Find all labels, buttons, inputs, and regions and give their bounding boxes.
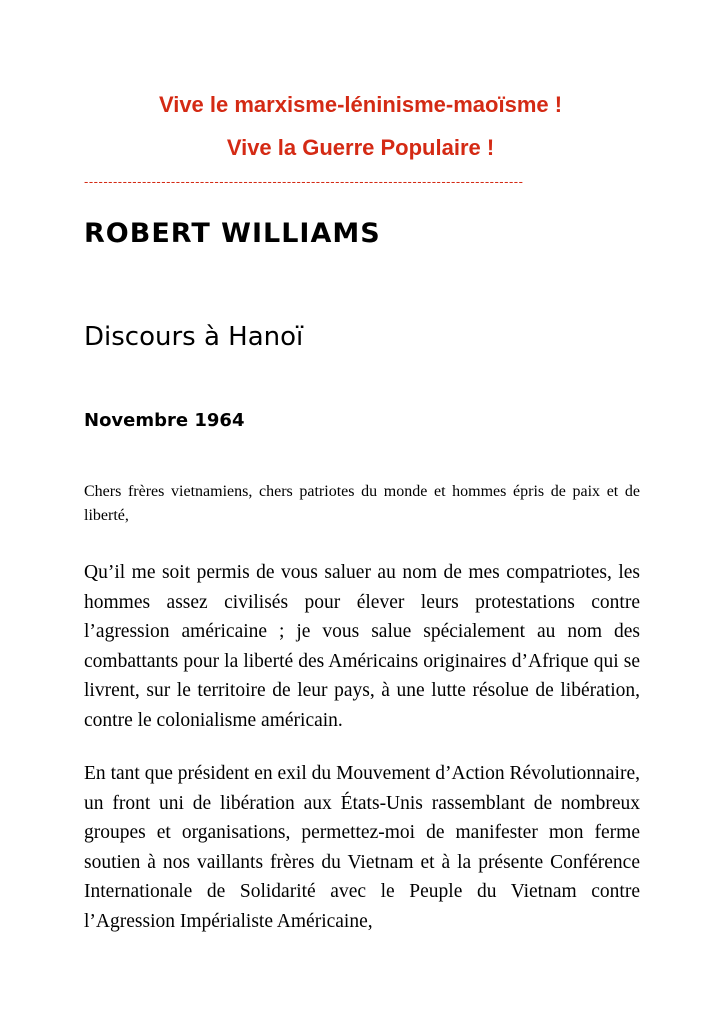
- paragraph-support: En tant que président en exil du Mouvement d’Action Révolutionnaire, un front uni de libération aux États-Unis rassemblant de nombreux groupes et organisations, permettez-moi de manifester mon ferme soutien à nos vaillants frères du Vietnam et à la présente Conférence Internationale de Solidarité avec le Peuple du Vietnam contre l’Agression Impérialiste Américaine,: [84, 763, 640, 932]
- paragraph-salutation: Qu’il me soit permis de vous saluer au nom de mes compatriotes, les hommes assez civilisés pour élever leurs protestations contre l’agression américaine ; je vous salue spécialement au nom des combattants pour la liberté des Américains originaires d’Afrique qui se livrent, sur le territoire de leur pays, à une lutte résolue de libération, contre le colonialisme américain.: [84, 562, 640, 731]
- paragraph-greeting: Chers frères vietnamiens, chers patriotes du monde et hommes épris de paix et de liberté,: [84, 483, 640, 524]
- dashed-divider: -------------------------------------------------------------------------------------------: [84, 174, 524, 189]
- slogan-line-1: Vive le marxisme-léninisme-maoïsme !: [158, 92, 563, 117]
- document-title: Discours à Hanoï: [84, 322, 304, 352]
- slogan-line-2: Vive la Guerre Populaire !: [226, 135, 495, 160]
- document-date: Novembre 1964: [84, 410, 245, 431]
- author-name: ROBERT WILLIAMS: [84, 218, 381, 249]
